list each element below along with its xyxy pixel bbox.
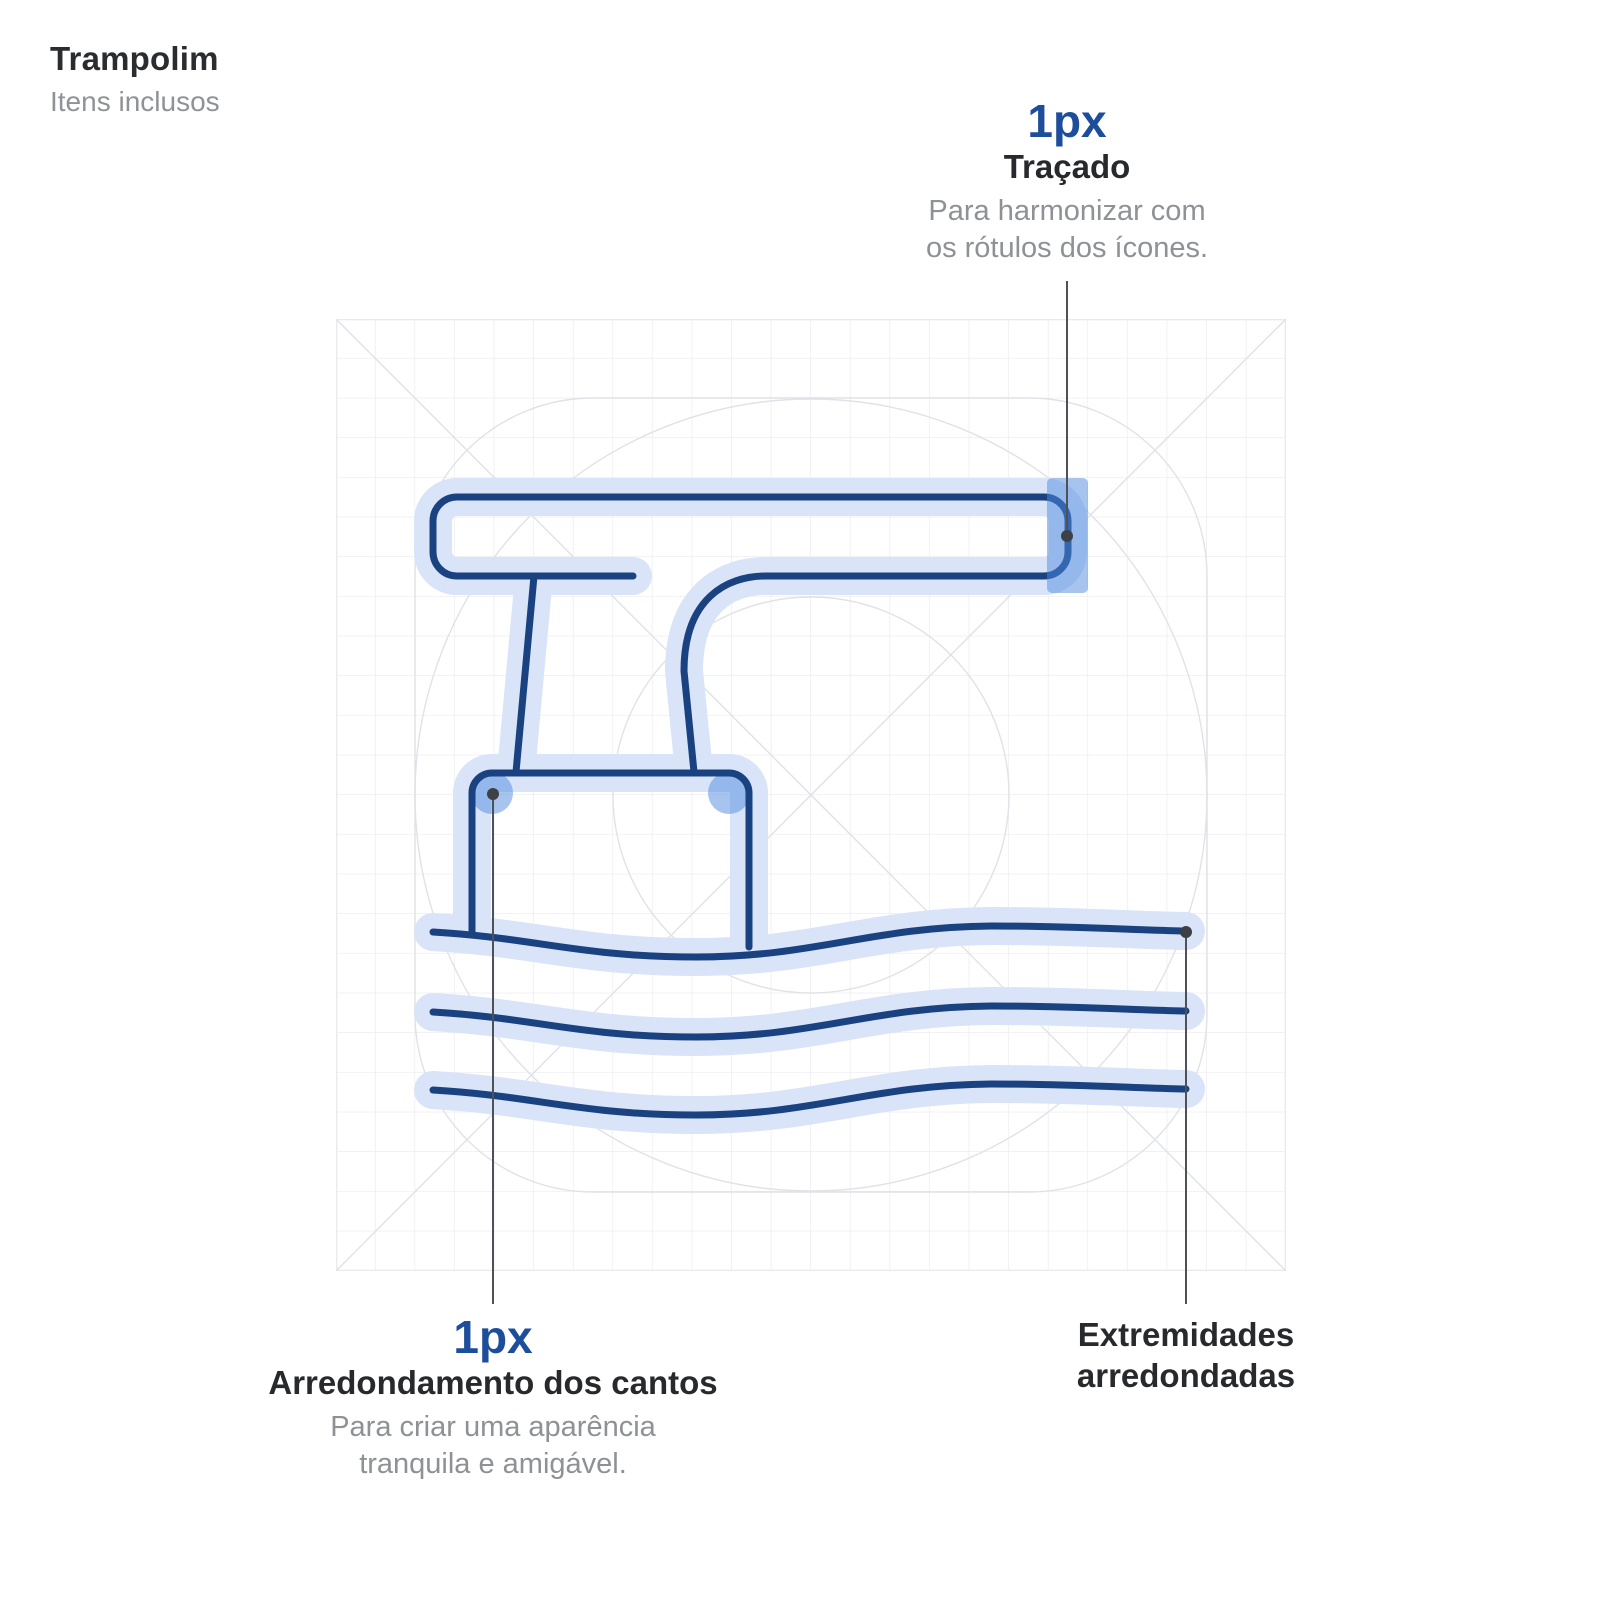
annotation-corner-title: Arredondamento dos cantos <box>268 1364 718 1401</box>
callout-line-corner <box>492 794 494 1304</box>
page-title: Trampolim <box>50 40 219 77</box>
page-subtitle: Itens inclusos <box>50 86 220 117</box>
annotation-stroke-title: Traçado <box>1003 148 1131 185</box>
callout-line-ends <box>1185 932 1187 1304</box>
annotation-corner-value: 1px <box>453 1311 533 1363</box>
annotation-corner <box>268 1312 717 1483</box>
annotation-corner-caption: Para criar uma aparência tranquila e amigável. <box>330 1411 656 1480</box>
annotation-stroke-value: 1px <box>1027 95 1107 147</box>
callout-dot-ends <box>1180 926 1192 938</box>
annotation-stroke-caption: Para harmonizar com os rótulos dos ícones. <box>925 195 1209 264</box>
annotation-ends-title: Extremidades arredondadas <box>1076 1316 1296 1394</box>
callout-dot-stroke <box>1061 530 1073 542</box>
callout-dot-corner <box>487 788 499 800</box>
header <box>50 40 220 118</box>
annotation-ends <box>1077 1314 1295 1396</box>
trampolim-icon-canvas <box>336 319 1286 1271</box>
icon-figure <box>336 319 1286 1271</box>
callout-line-stroke <box>1066 281 1068 536</box>
annotation-stroke <box>926 96 1208 267</box>
